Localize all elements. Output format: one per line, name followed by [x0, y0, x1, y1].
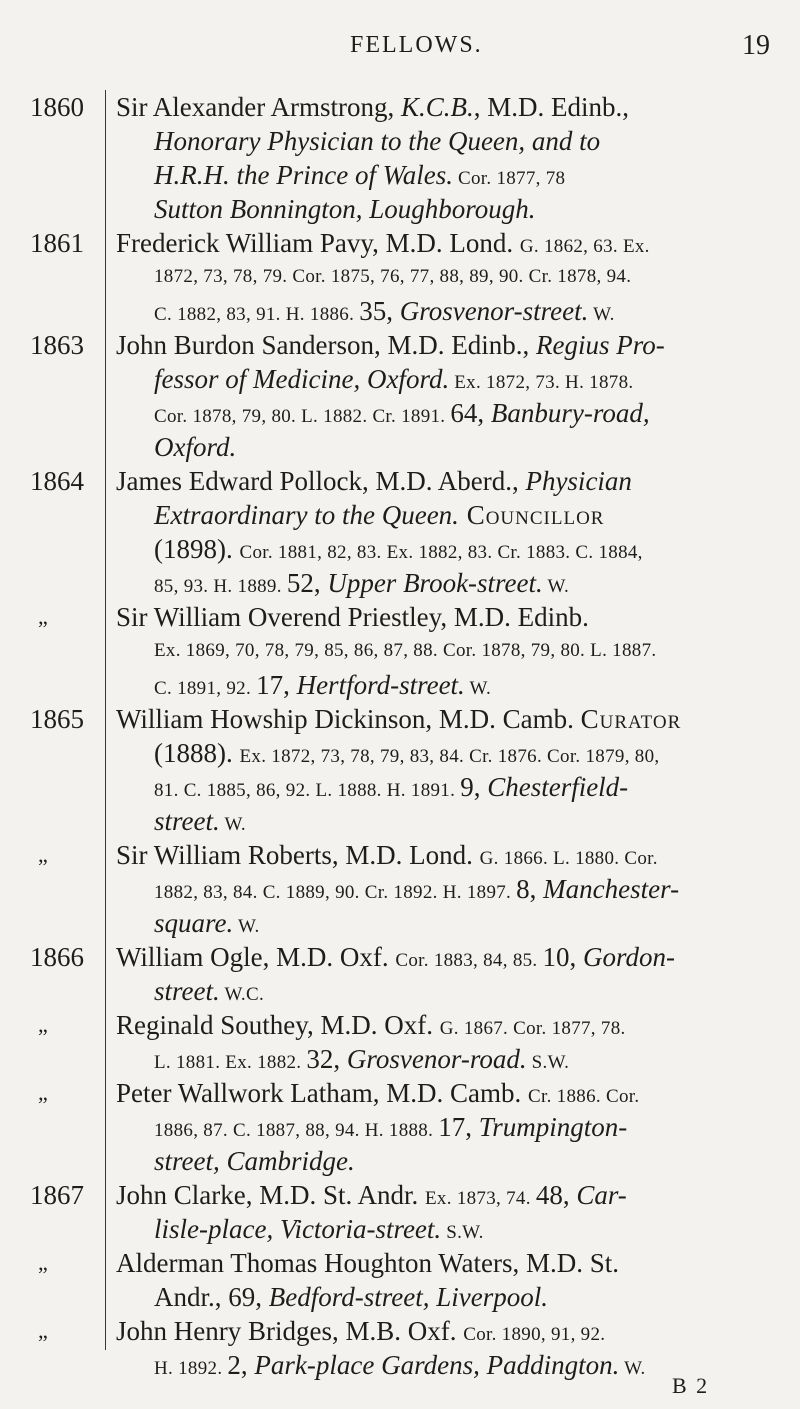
ditto-mark: „	[38, 842, 48, 867]
fellow-entry: Alderman Thomas Houghton Waters, M.D. St. Andr., 69, Bedford-street, Liverpool.	[116, 1248, 620, 1312]
column-rule	[105, 90, 106, 1350]
fellow-entry: James Edward Pollock, M.D. Aberd., Physician Extraordinary to the Queen. Councillor (1898). Cor. 1881, 82, 83. Ex. 1882, 83. Cr. 1883. C. 1884, 85, 93. H. 1889. 52, Upper Brook-street. W.	[116, 466, 643, 598]
ditto-mark: „	[38, 1318, 48, 1343]
year-label: 1867	[30, 1180, 84, 1210]
fellow-entry: Peter Wallwork Latham, M.D. Camb. Cr. 1886. Cor. 1886, 87. C. 1887, 88, 94. H. 1888. 17, Trumpington- street, Cambridge.	[116, 1078, 640, 1176]
year-label: 1865	[30, 704, 84, 734]
fellow-entry: Reginald Southey, M.D. Oxf. G. 1867. Cor. 1877, 78. L. 1881. Ex. 1882. 32, Grosvenor-road. S.W.	[116, 1010, 626, 1074]
ditto-mark: „	[38, 1250, 48, 1275]
year-label: 1864	[30, 466, 84, 496]
fellow-entry: Sir Alexander Armstrong, K.C.B., M.D. Edinb., Honorary Physician to the Queen, and to H.R.H. the Prince of Wales. Cor. 1877, 78 Sutton Bonnington, Loughborough.	[116, 92, 629, 224]
signature-mark: B 2	[672, 1373, 710, 1398]
fellow-entry: John Burdon Sanderson, M.D. Edinb., Regius Pro- fessor of Medicine, Oxford. Ex. 1872, 73. H. 1878. Cor. 1878, 79, 80. L. 1882. Cr. 1891. 64, Banbury-road, Oxford.	[116, 330, 665, 462]
fellow-entry: William Ogle, M.D. Oxf. Cor. 1883, 84, 85. 10, Gordon- street. W.C.	[116, 942, 676, 1006]
fellow-entry: Sir William Roberts, M.D. Lond. G. 1866. L. 1880. Cor. 1882, 83, 84. C. 1889, 90. Cr. 1892. H. 1897. 8, Manchester- square. W.	[116, 840, 680, 938]
year-label: 1861	[30, 228, 84, 258]
page-number: 19	[742, 30, 770, 61]
year-label: 1866	[30, 942, 84, 972]
fellow-entry: Frederick William Pavy, M.D. Lond. G. 1862, 63. Ex. 1872, 73, 78, 79. Cor. 1875, 76, 77, 88, 89, 90. Cr. 1878, 94. C. 1882, 83, 91. H. 1886. 35, Grosvenor-street. W.	[116, 228, 650, 326]
year-label: 1863	[30, 330, 84, 360]
fellow-entry: Sir William Overend Priestley, M.D. Edinb. Ex. 1869, 70, 78, 79, 85, 86, 87, 88. Cor. 1878, 79, 80. L. 1887. C. 1891, 92. 17, Hertford-street. W.	[116, 602, 657, 700]
ditto-mark: „	[38, 1080, 48, 1105]
page-header	[0, 30, 800, 70]
year-label: 1860	[30, 92, 84, 122]
ditto-mark: „	[38, 1012, 48, 1037]
ditto-mark: „	[38, 604, 48, 629]
fellow-entry: John Henry Bridges, M.B. Oxf. Cor. 1890, 91, 92. H. 1892. 2, Park-place Gardens, Paddington. W.	[116, 1316, 646, 1380]
fellow-entry: John Clarke, M.D. St. Andr. Ex. 1873, 74. 48, Car- lisle-place, Victoria-street. S.W.	[116, 1180, 627, 1244]
fellow-entry: William Howship Dickinson, M.D. Camb. Curator (1888). Ex. 1872, 73, 78, 79, 83, 84. Cr. 1876. Cor. 1879, 80, 81. C. 1885, 86, 92. L. 1888. H. 1891. 9, Chesterfield- street. W.	[116, 704, 682, 836]
running-title: FELLOWS.	[350, 32, 483, 58]
